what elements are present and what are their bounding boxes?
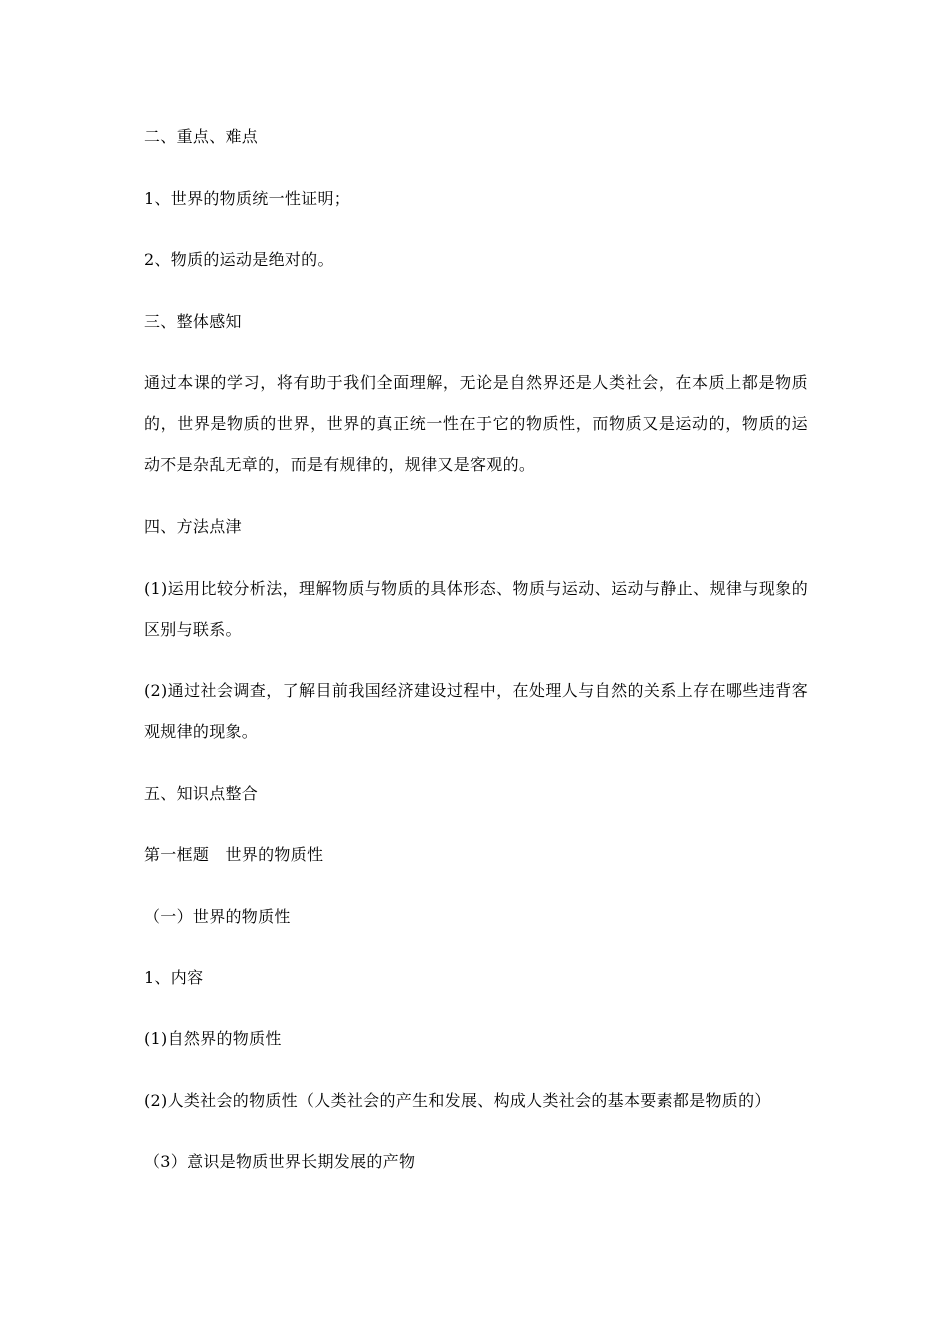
content-heading: 1、内容: [144, 968, 204, 987]
content-item-3: （3）意识是物质世界长期发展的产物: [144, 1152, 416, 1171]
overview-paragraph: 通过本课的学习，将有助于我们全面理解，无论是自然界还是人类社会，在本质上都是物质的，世界是物质的世界，世界的真正统一性在于它的物质性，而物质又是运动的，物质的运动不是杂乱无章的，而是有规律的，规律又是客观的。: [144, 373, 808, 474]
key-point-1: 1、世界的物质统一性证明；: [144, 189, 351, 208]
section-heading-key-points: 二、重点、难点: [144, 127, 259, 146]
subsection-heading: （一）世界的物质性: [144, 907, 291, 926]
section-heading-knowledge: 五、知识点整合: [144, 784, 259, 803]
key-point-2: 2、物质的运动是绝对的。: [144, 250, 334, 269]
section-heading-methods: 四、方法点津: [144, 517, 242, 536]
section-heading-overview: 三、整体感知: [144, 312, 242, 331]
content-item-2: (2)人类社会的物质性（人类社会的产生和发展、构成人类社会的基本要素都是物质的）: [144, 1091, 771, 1110]
lesson-title: 第一框题 世界的物质性: [144, 845, 324, 864]
method-item-1: (1)运用比较分析法，理解物质与物质的具体形态、物质与运动、运动与静止、规律与现象的区别与联系。: [144, 579, 808, 639]
method-item-2: (2)通过社会调查，了解目前我国经济建设过程中，在处理人与自然的关系上存在哪些违背客观规律的现象。: [144, 681, 808, 741]
content-item-1: (1)自然界的物质性: [144, 1029, 282, 1048]
